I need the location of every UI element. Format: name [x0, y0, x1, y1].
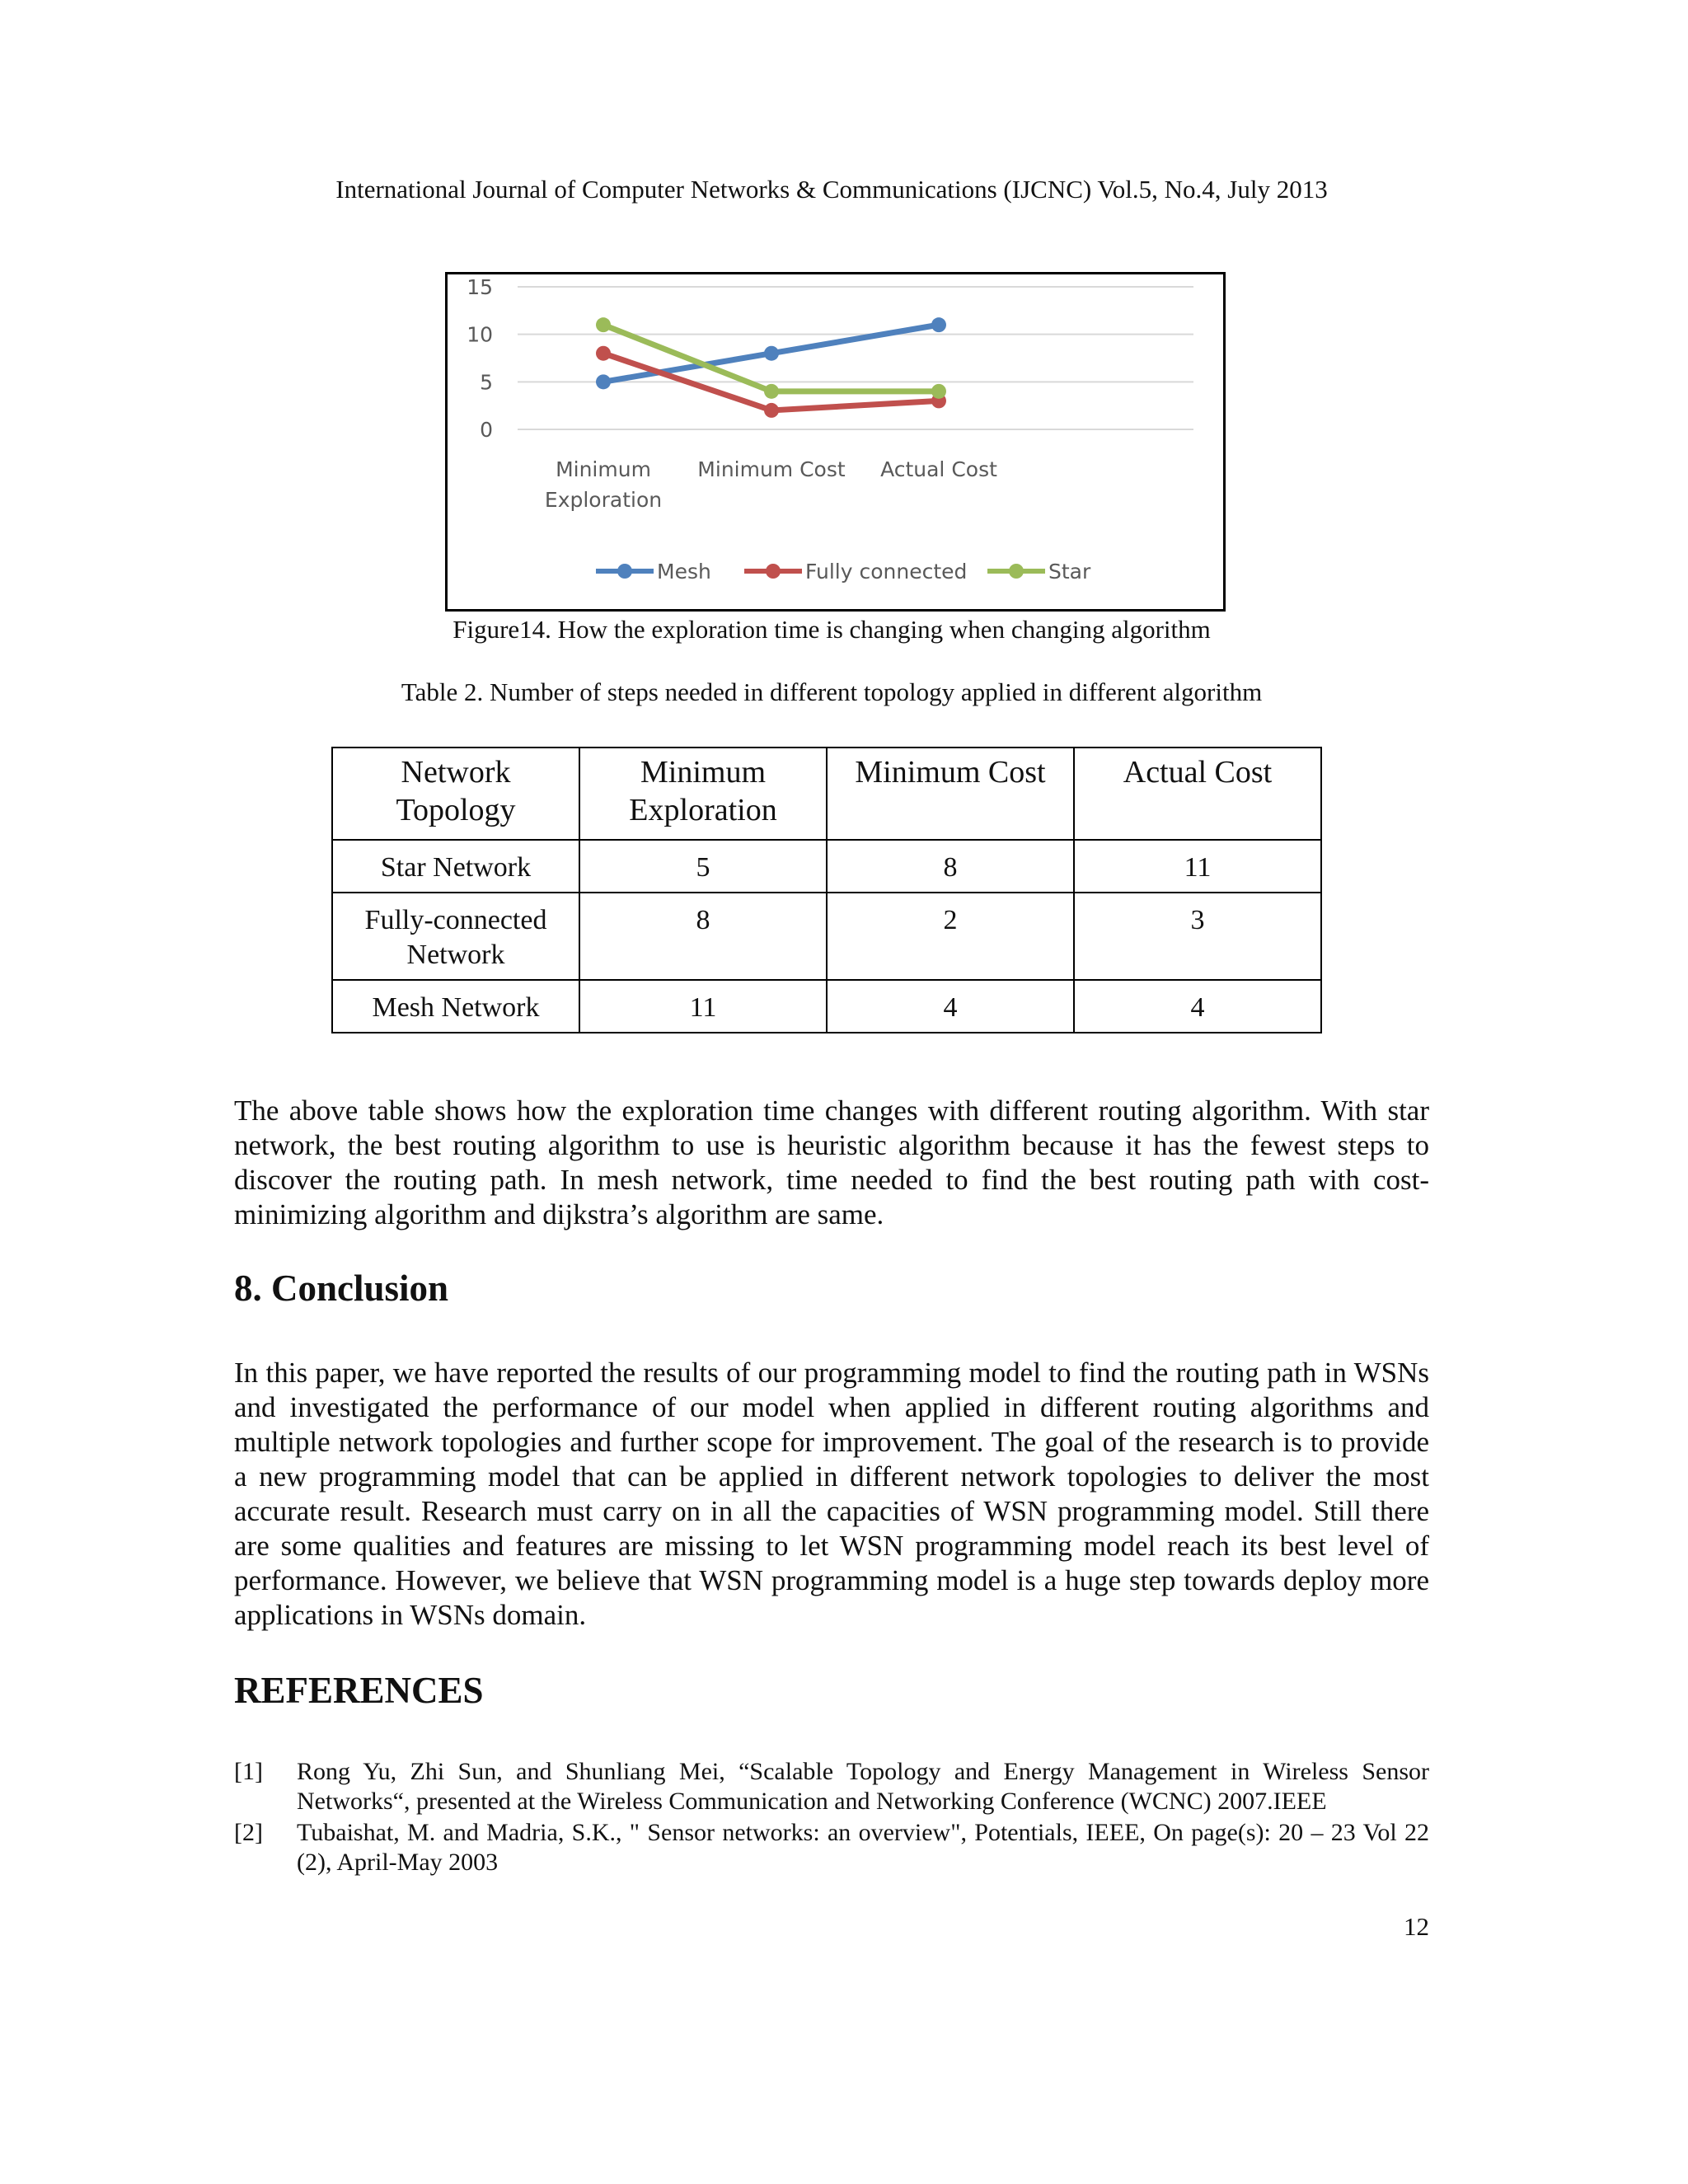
table-row — [332, 893, 1321, 980]
header-actual-cost — [1074, 748, 1321, 840]
page-number: 12 — [1404, 1912, 1429, 1941]
references-heading: REFERENCES — [234, 1670, 484, 1711]
header-text: Topology — [396, 793, 516, 827]
y-tick-label: 15 — [467, 275, 493, 299]
x-tick-label: Minimum Cost — [697, 457, 846, 481]
data-point — [596, 346, 611, 361]
header-minimum-cost — [827, 748, 1074, 840]
header-text: Minimum — [640, 755, 767, 790]
table-cell: 5 — [579, 840, 827, 893]
table-cell: 4 — [1074, 980, 1321, 1033]
reference-number: [2] — [234, 1819, 263, 1846]
header-text: Actual Cost — [1123, 755, 1273, 790]
table-row — [332, 840, 1321, 893]
header-network-topology — [332, 748, 579, 840]
conclusion-paragraph: In this paper, we have reported the results of our programming model to find the routing path in WSNs and investigated the performance of our model when applied in different routing algorithms and multiple network topologies and further scope for improvement. The goal of the research is to provide a new programming model that can be applied in different network topologies to deliver the most accurate result. Research must carry on in all the capacities of WSN programming model. Still there are some qualities and features are missing to let WSN programming model reach its best level of performance. However, we believe that WSN programming model is a huge step towards deploy more applications in WSNs domain. — [234, 1357, 1429, 1631]
legend-label: Mesh — [657, 560, 711, 583]
legend-label: Fully connected — [805, 560, 968, 583]
header-minimum-exploration — [579, 748, 827, 840]
results-table — [331, 747, 1322, 1033]
reference-number: [1] — [234, 1758, 263, 1785]
header-text: Minimum Cost — [855, 755, 1046, 790]
table-cell: 11 — [1074, 840, 1321, 893]
y-tick-label: 0 — [480, 418, 493, 442]
table-cell: 3 — [1074, 893, 1321, 980]
header-text: Network — [401, 755, 511, 790]
data-point — [764, 346, 779, 361]
chart-canvas — [448, 274, 1223, 609]
data-point — [931, 317, 946, 332]
x-tick-label: Minimum — [556, 457, 651, 481]
row-label-line: Network — [406, 940, 505, 970]
legend-marker — [766, 564, 781, 579]
legend-label: Star — [1048, 560, 1091, 583]
table-header-row — [332, 748, 1321, 840]
reference-text: Tubaishat, M. and Madria, S.K., " Sensor networks: an overview", Potentials, IEEE, On page(s): 20 – 23 Vol 22 (2), April-May 2003 — [297, 1819, 1429, 1876]
row-label: Mesh Network — [332, 980, 579, 1033]
reference-item — [234, 1757, 1429, 1816]
y-tick-label: 10 — [467, 322, 493, 347]
legend-marker — [1009, 564, 1024, 579]
header-text: Exploration — [629, 793, 777, 827]
table-cell: 8 — [579, 893, 827, 980]
x-tick-label: Actual Cost — [880, 457, 997, 481]
legend-marker — [617, 564, 632, 579]
row-label — [332, 893, 579, 980]
y-tick-label: 5 — [480, 370, 493, 395]
data-point — [596, 374, 611, 389]
table-row — [332, 980, 1321, 1033]
x-tick-label: Exploration — [544, 488, 663, 512]
data-point — [764, 384, 779, 399]
table-caption: Table 2. Number of steps needed in different topology applied in different algorithm — [401, 677, 1263, 706]
figure-caption: Figure14. How the exploration time is changing when changing algorithm — [452, 615, 1211, 644]
reference-item — [234, 1818, 1429, 1877]
results-paragraph: The above table shows how the exploration time changes with different routing algorithm. With star network, the best routing algorithm to use is heuristic algorithm because it has the fewest steps to discover the routing path. In mesh network, time needed to find the best routing path with cost-minimizing algorithm and dijkstra’s algorithm are same. — [234, 1094, 1429, 1230]
data-point — [931, 384, 946, 399]
conclusion-heading: 8. Conclusion — [234, 1268, 449, 1309]
data-point — [764, 403, 779, 418]
row-label: Star Network — [332, 840, 579, 893]
table-cell: 4 — [827, 980, 1074, 1033]
table-cell: 2 — [827, 893, 1074, 980]
table-cell: 8 — [827, 840, 1074, 893]
running-header: International Journal of Computer Networks & Communications (IJCNC) Vol.5, No.4, July 2013 — [335, 175, 1328, 204]
table-cell: 11 — [579, 980, 827, 1033]
line-chart — [445, 272, 1226, 612]
data-point — [596, 317, 611, 332]
row-label-line: Fully-connected — [364, 905, 547, 935]
reference-text: Rong Yu, Zhi Sun, and Shunliang Mei, “Scalable Topology and Energy Management in Wireless Sensor Networks“, presented at the Wireless Communication and Networking Conference (WCNC) 2007.IEEE — [297, 1758, 1429, 1815]
